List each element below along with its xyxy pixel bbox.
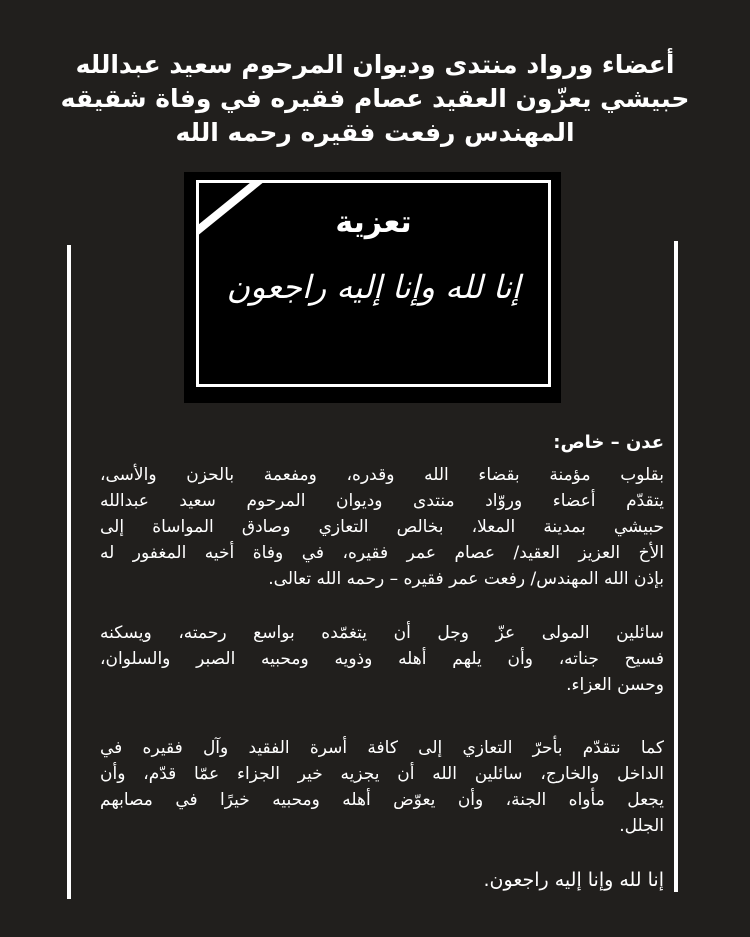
dateline: عدن – خاص: xyxy=(553,432,664,453)
paragraph-line: يجعل مأواه الجنة، وأن يعوّض أهله ومحبيه خيرًا في مصابهم xyxy=(100,790,664,810)
headline-line-1: أعضاء ورواد منتدى وديوان المرحوم سعيد عبدالله xyxy=(75,50,675,79)
paragraph-line: سائلين المولى عزّ وجل أن يتغمّده بواسع رحمته، ويسكنه xyxy=(100,623,664,643)
banner-title: تعزية xyxy=(335,205,412,240)
paragraph-line: بإذن الله المهندس/ رفعت عمر فقيره – رحمه الله تعالى. xyxy=(268,569,664,589)
paragraph-3 xyxy=(100,735,664,839)
headline xyxy=(60,48,690,150)
closing-phrase: إنا لله وإنا إليه راجعون. xyxy=(483,869,664,891)
paragraph-line: حبيشي بمدينة المعلا، بخالص التعازي وصادق المواساة إلى xyxy=(100,517,664,537)
paragraph-line: كما نتقدّم بأحرّ التعازي إلى كافة أسرة الفقيد وآل فقيره في xyxy=(100,738,664,758)
headline-line-2: حبيشي يعزّون العقيد عصام فقيره في وفاة شقيقه xyxy=(60,84,690,113)
headline-line-3: المهندس رفعت فقيره رحمه الله xyxy=(175,118,575,147)
paragraph-line: فسيح جناته، وأن يلهم أهله وذويه ومحبيه الصبر والسلوان، xyxy=(100,649,664,669)
left-rule-line xyxy=(67,245,71,899)
paragraph-line: بقلوب مؤمنة بقضاء الله وقدره، ومفعمة بالحزن والأسى، xyxy=(100,465,664,485)
banner-calligraphy: إنا لله وإنا إليه راجعون xyxy=(226,268,521,306)
paragraph-2 xyxy=(100,620,664,698)
right-rule-line xyxy=(674,241,678,892)
paragraph-line: الأخ العزيز العقيد/ عصام عمر فقيره، في وفاة أخيه المغفور له xyxy=(100,543,664,563)
condolence-banner-image xyxy=(184,172,561,403)
paragraph-line: يتقدّم أعضاء وروّاد منتدى وديوان المرحوم سعيد عبدالله xyxy=(100,491,664,511)
paragraph-line: وحسن العزاء. xyxy=(566,675,664,695)
paragraph-line: الجلل. xyxy=(619,816,664,836)
banner-frame xyxy=(196,180,551,387)
paragraph-1 xyxy=(100,462,664,592)
paragraph-line: الداخل والخارج، سائلين الله أن يجزيه خير الجزاء عمّا قدّم، وأن xyxy=(100,764,664,784)
